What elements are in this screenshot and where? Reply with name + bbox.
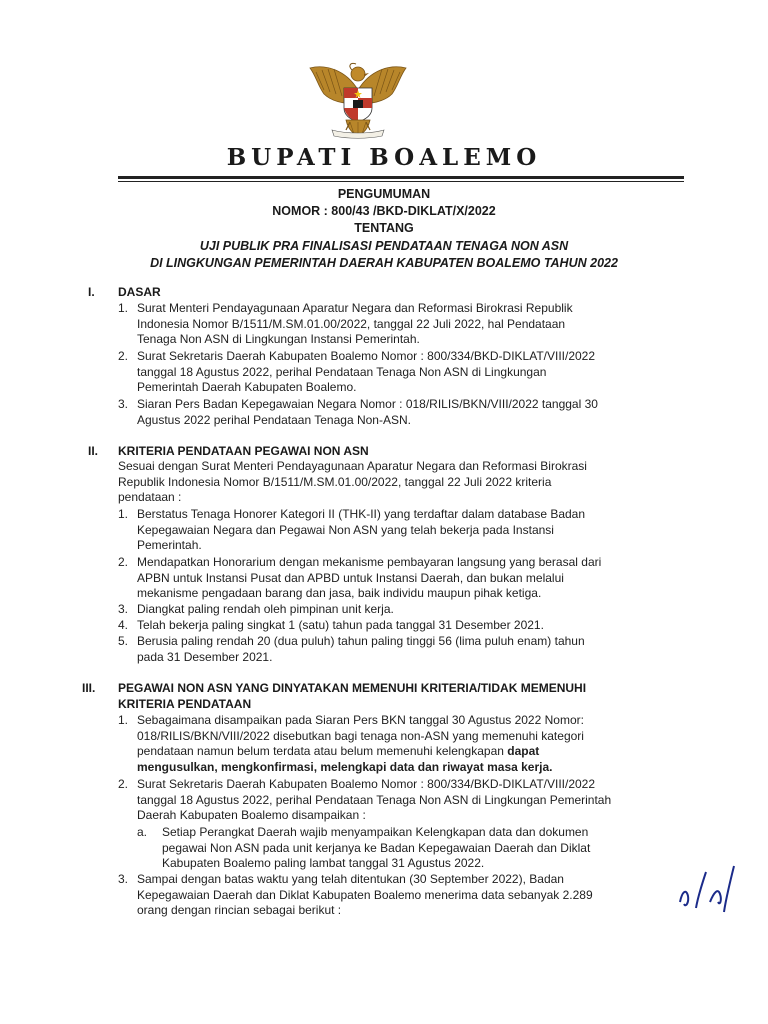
section-3-item-1: Sebagaimana disampaikan pada Siaran Pers BKN tanggal 30 Agustus 2022 Nomor: 018/RILIS/BKN/VIII/2022 disebutkan bagi tenaga non-ASN yang memenuhi kategori pendataan namun belum terdata atau belum memenuhi kelengkapan dapat mengusulkan, mengkonfirmasi, melengkapi data dan riwayat masa kerja. xyxy=(137,713,584,774)
section-3-item-2a: Setiap Perangkat Daerah wajib menyampaikan Kelengkapan data dan dokumen pegawai Non ASN pada unit kerjanya ke Badan Kepegawaian Daerah dan Diklat Kabupaten Boalemo paling lambat tanggal 31 Agustus 2022. xyxy=(162,825,591,871)
section-3-item-3-number: 3. xyxy=(118,872,129,886)
section-3-item-2a-number: a. xyxy=(137,825,148,839)
section-2-title: KRITERIA PENDATAAN PEGAWAI NON ASN xyxy=(118,444,369,458)
letterhead-rule-thin xyxy=(118,181,684,182)
announcement-subject-1: UJI PUBLIK PRA FINALISASI PENDATAAN TENAGA NON ASN xyxy=(199,239,569,253)
section-2-item-4: Telah bekerja paling singkat 1 (satu) tahun pada tanggal 31 Desember 2021. xyxy=(137,618,544,632)
section-1-number: I. xyxy=(88,285,95,299)
section-2-intro: Sesuai dengan Surat Menteri Pendayagunaan Aparatur Negara dan Reformasi Birokrasi Republik Indonesia Nomor B/1511/M.SM.01.00/2022, tanggal 22 Juli 2022 kriteria pendataan : xyxy=(118,459,587,505)
section-3-item-3: Sampai dengan batas waktu yang telah ditentukan (30 September 2022), Badan Kepegawaian Daerah dan Diklat Kabupaten Boalemo menerima data sebanyak 2.289 orang dengan rincian sebagai berikut : xyxy=(137,872,593,918)
section-2-item-1: Berstatus Tenaga Honorer Kategori II (THK-II) yang terdaftar dalam database Badan Kepegawaian Negara dan Pegawai Non ASN yang telah bekerja pada Instansi Pemerintah. xyxy=(137,507,586,553)
announcement-heading: PENGUMUMAN xyxy=(337,187,431,201)
announcement-about: TENTANG xyxy=(354,221,414,235)
letterhead-rule-thick xyxy=(118,176,684,179)
section-3-item-2-number: 2. xyxy=(118,777,129,791)
section-2-number: II. xyxy=(88,444,99,458)
section-2-item-5: Berusia paling rendah 20 (dua puluh) tahun paling tinggi 56 (lima puluh enam) tahun pada 31 Desember 2021. xyxy=(137,634,585,664)
section-2-item-2-number: 2. xyxy=(118,555,129,569)
regent-title: BUPATI BOALEMO xyxy=(226,144,542,171)
section-1-item-3-number: 3. xyxy=(118,397,129,411)
section-1-title: DASAR xyxy=(118,285,161,299)
section-3-item-2: Surat Sekretaris Daerah Kabupaten Boalemo Nomor : 800/334/BKD-DIKLAT/VIII/2022 tanggal 18 Agustus 2022, perihal Pendataan Tenaga Non ASN di Lingkungan Pemerintah Daerah Kabupaten Boalemo disampaikan : xyxy=(137,777,612,823)
section-2-item-1-number: 1. xyxy=(118,507,129,521)
section-2-item-4-number: 4. xyxy=(118,618,129,632)
section-1-item-1: Surat Menteri Pendayagunaan Aparatur Negara dan Reformasi Birokrasi Republik Indonesia Nomor B/1511/M.SM.01.00/2022, tanggal 22 Juli 2022, hal Pendataan Tenaga Non ASN di Lingkungan Instansi Pemerintah. xyxy=(137,301,573,347)
section-3-title: PEGAWAI NON ASN YANG DINYATAKAN MEMENUHI KRITERIA/TIDAK MEMENUHI KRITERIA PENDATAAN xyxy=(118,681,587,711)
section-2-item-2: Mendapatkan Honorarium dengan mekanisme pembayaran langsung yang berasal dari APBN untuk Instansi Pusat dan APBD untuk Instansi Daerah, dan bukan melalui mekanisme pengadaan barang dan jasa, baik individu maupun pihak ketiga. xyxy=(137,555,602,601)
section-2-item-3: Diangkat paling rendah oleh pimpinan unit kerja. xyxy=(137,602,394,616)
section-2-item-5-number: 5. xyxy=(118,634,129,648)
paraf-signature xyxy=(676,862,736,914)
section-2-item-3-number: 3. xyxy=(118,602,129,616)
section-1-item-1-number: 1. xyxy=(118,301,129,315)
section-1-item-2: Surat Sekretaris Daerah Kabupaten Boalemo Nomor : 800/334/BKD-DIKLAT/VIII/2022 tanggal 18 Agustus 2022, perihal Pendataan Tenaga Non ASN di Lingkungan Pemerintah Daerah Kabupaten Boalemo. xyxy=(137,349,596,395)
section-3-number: III. xyxy=(82,681,96,695)
section-3-item-1-number: 1. xyxy=(118,713,129,727)
announcement-number: NOMOR : 800/43 /BKD-DIKLAT/X/2022 xyxy=(272,204,496,218)
section-1-item-3: Siaran Pers Badan Kepegawaian Negara Nomor : 018/RILIS/BKN/VIII/2022 tanggal 30 Agustus 2022 perihal Pendataan Tenaga Non-ASN. xyxy=(137,397,598,427)
garuda-emblem xyxy=(306,60,410,140)
section-1-item-2-number: 2. xyxy=(118,349,129,363)
announcement-subject-2: DI LINGKUNGAN PEMERINTAH DAERAH KABUPATEN BOALEMO TAHUN 2022 xyxy=(150,256,618,270)
